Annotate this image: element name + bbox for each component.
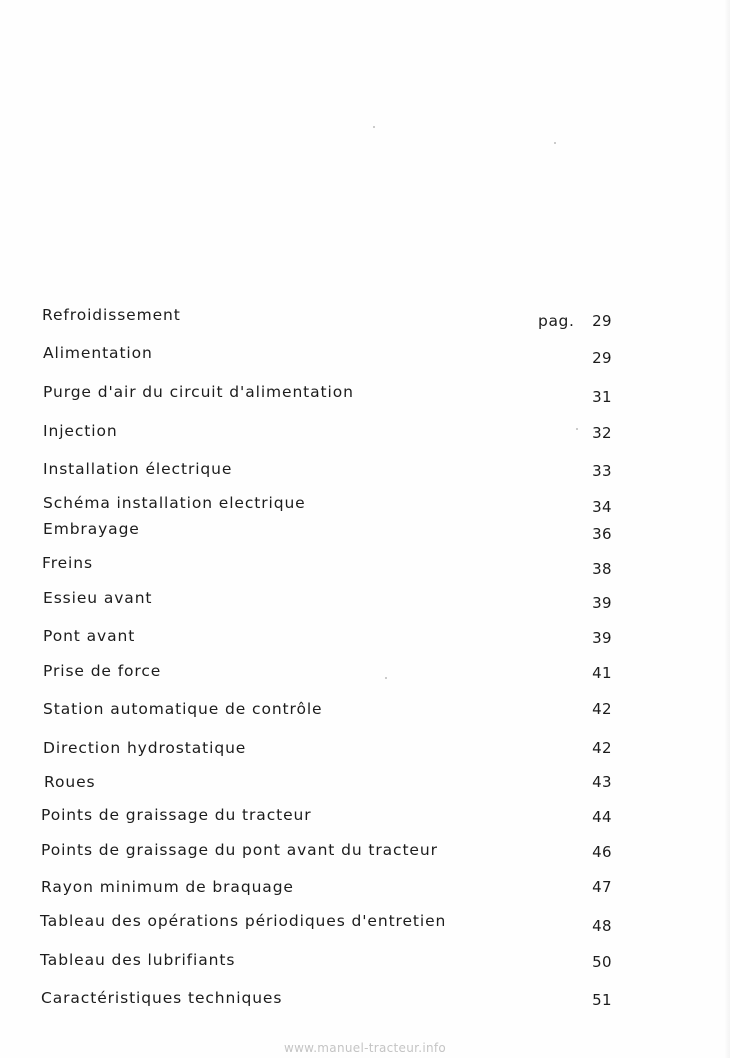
watermark-footer: www.manuel-tracteur.info <box>283 1041 447 1055</box>
toc-entry-title: Purge d'air du circuit d'alimentation <box>43 383 354 401</box>
toc-entry-page: 38 <box>592 560 612 578</box>
toc-entry-title: Schéma installation electrique <box>43 494 306 512</box>
toc-entry-page: 46 <box>592 843 612 861</box>
toc-entry-caracteristiques <box>0 988 730 1012</box>
toc-entry-tableau-lubrifiants <box>0 950 730 974</box>
toc-entry-page: 36 <box>592 525 612 543</box>
toc-entry-page: 39 <box>592 629 612 647</box>
toc-entry-points-graissage-pont <box>0 840 730 864</box>
toc-entry-title: Injection <box>43 422 118 440</box>
toc-page-prefix: pag. <box>538 312 575 330</box>
toc-entry-title: Freins <box>42 554 93 572</box>
scan-speck <box>554 142 556 144</box>
toc-entry-rayon-braquage <box>0 877 730 901</box>
toc-entry-injection <box>0 421 730 445</box>
toc-entry-essieu-avant <box>0 588 730 612</box>
toc-entry-prise-de-force <box>0 661 730 685</box>
toc-entry-page: 43 <box>592 773 612 791</box>
toc-entry-title: Tableau des opérations périodiques d'entretien <box>40 912 447 930</box>
toc-entry-pont-avant <box>0 626 730 650</box>
toc-entry-purge-air <box>0 382 730 406</box>
toc-entry-page: 29 <box>592 349 612 367</box>
toc-entry-page: 42 <box>592 739 612 757</box>
toc-entry-title: Refroidissement <box>42 306 181 324</box>
toc-entry-page: 31 <box>592 388 612 406</box>
toc-entry-roues <box>0 772 730 796</box>
toc-entry-installation-electrique <box>0 459 730 483</box>
toc-entry-page: 47 <box>592 878 612 896</box>
toc-entry-title: Points de graissage du tracteur <box>41 806 312 824</box>
toc-entry-title: Essieu avant <box>43 589 153 607</box>
toc-entry-title: Roues <box>44 773 96 791</box>
toc-entry-tableau-operations <box>0 911 730 935</box>
scan-speck <box>373 126 375 128</box>
toc-entry-schema-installation <box>0 493 730 517</box>
toc-entry-page: 34 <box>592 498 612 516</box>
toc-entry-title: Installation électrique <box>43 460 233 478</box>
toc-entry-page: 33 <box>592 462 612 480</box>
toc-entry-title: Alimentation <box>43 344 153 362</box>
toc-entry-title: Prise de force <box>43 662 162 680</box>
toc-entry-page: 32 <box>592 424 612 442</box>
toc-entry-title: Tableau des lubrifiants <box>40 951 236 969</box>
toc-entry-page: 44 <box>592 808 612 826</box>
toc-entry-title: Station automatique de contrôle <box>43 700 323 718</box>
toc-entry-page: 48 <box>592 917 612 935</box>
toc-entry-title: Embrayage <box>43 520 140 538</box>
toc-entry-title: Points de graissage du pont avant du tracteur <box>41 841 438 859</box>
toc-entry-page: 29 <box>592 312 612 330</box>
toc-entry-embrayage <box>0 519 730 543</box>
toc-entry-title: Caractéristiques techniques <box>41 989 283 1007</box>
toc-entry-page: 42 <box>592 700 612 718</box>
toc-entry-title: Direction hydrostatique <box>43 739 247 757</box>
toc-entry-station-automatique <box>0 699 730 723</box>
toc-entry-title: Rayon minimum de braquage <box>41 878 294 896</box>
toc-entry-alimentation <box>0 343 730 367</box>
toc-entry-title: Pont avant <box>43 627 136 645</box>
toc-entry-direction-hydrostatique <box>0 738 730 762</box>
toc-entry-page: 51 <box>592 991 612 1009</box>
toc-entry-page: 39 <box>592 594 612 612</box>
toc-entry-points-graissage <box>0 805 730 829</box>
toc-entry-freins <box>0 553 730 577</box>
toc-entry-refroidissement <box>0 305 730 329</box>
toc-entry-page: 41 <box>592 664 612 682</box>
toc-entry-page: 50 <box>592 953 612 971</box>
